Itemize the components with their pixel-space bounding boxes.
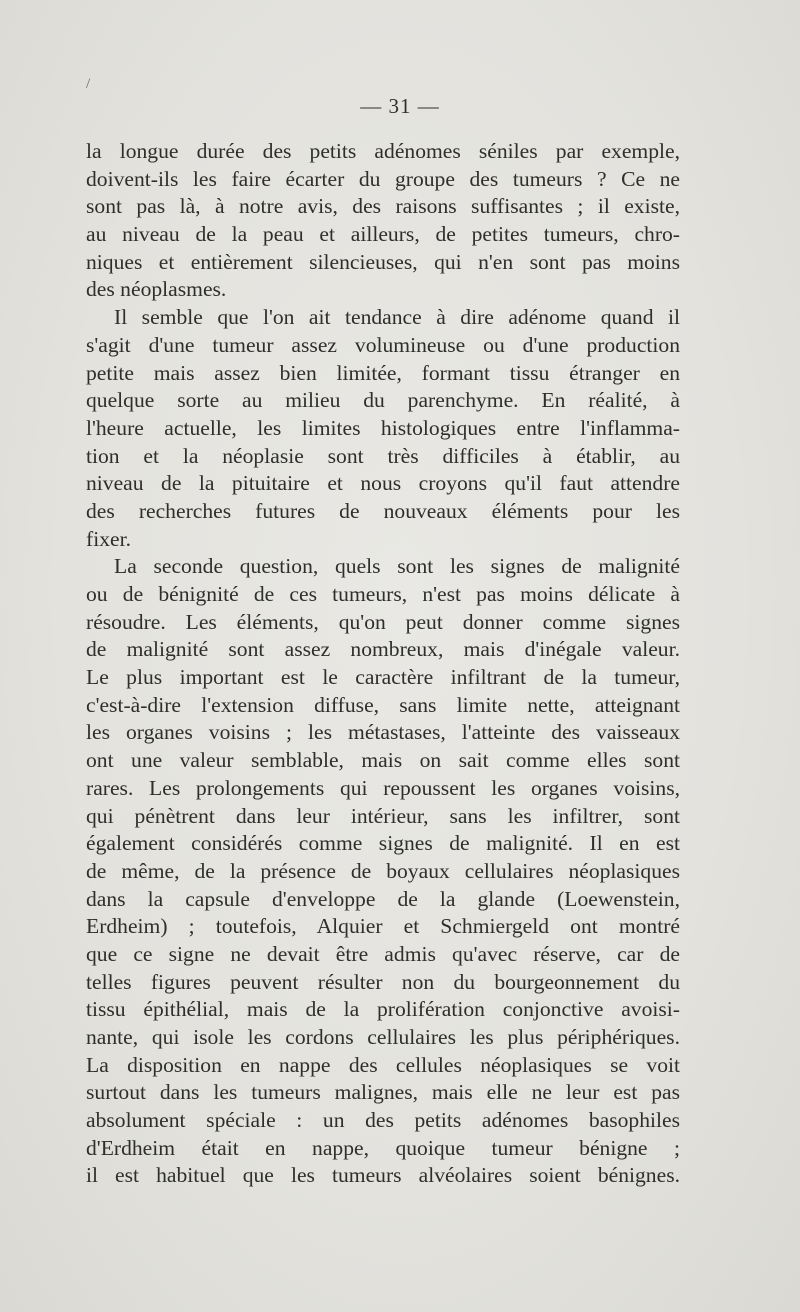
text-line: Le plus important est le caractère infiltrant de la tumeur,: [86, 665, 680, 690]
text-line: telles figures peuvent résulter non du bourgeonnement du: [86, 969, 680, 994]
text-line: ont une valeur semblable, mais on sait comme elles sont: [86, 748, 680, 773]
text-line: doivent-ils les faire écarter du groupe des tumeurs ? Ce ne: [86, 166, 680, 191]
page-number: — 31 —: [360, 94, 440, 118]
text-line: Erdheim) ; toutefois, Alquier et Schmiergeld ont montré: [86, 914, 680, 939]
text-line: qui pénètrent dans leur intérieur, sans les infiltrer, sont: [86, 803, 680, 828]
text-line: que ce signe ne devait être admis qu'avec réserve, car de: [86, 941, 680, 966]
stray-mark: /: [86, 76, 91, 92]
text-line: quelque sorte au milieu du parenchyme. En réalité, à: [86, 388, 680, 413]
text-line: également considérés comme signes de malignité. Il en est: [86, 831, 680, 856]
text-line: les organes voisins ; les métastases, l'atteinte des vaisseaux: [86, 720, 680, 745]
text-line: rares. Les prolongements qui repoussent les organes voisins,: [86, 775, 680, 800]
body-text: [86, 138, 680, 1190]
text-line: c'est-à-dire l'extension diffuse, sans limite nette, atteignant: [86, 692, 680, 717]
text-line: niques et entièrement silencieuses, qui n'en sont pas moins: [86, 249, 680, 274]
text-line: absolument spéciale : un des petits adénomes basophiles: [86, 1108, 680, 1133]
text-line: s'agit d'une tumeur assez volumineuse ou d'une production: [86, 332, 680, 357]
text-line: Il semble que l'on ait tendance à dire adénome quand il: [114, 305, 680, 330]
text-line: sont pas là, à notre avis, des raisons suffisantes ; il existe,: [86, 194, 680, 219]
text-line: ou de bénignité de ces tumeurs, n'est pas moins délicate à: [86, 582, 680, 606]
text-line: dans la capsule d'enveloppe de la glande (Loewenstein,: [86, 886, 680, 911]
text-line: des recherches futures de nouveaux éléments pour les: [86, 498, 680, 523]
text-line: au niveau de la peau et ailleurs, de petites tumeurs, chro-: [86, 222, 680, 247]
paragraph-2: [86, 304, 680, 553]
text-line: il est habituel que les tumeurs alvéolaires soient bénignes.: [86, 1163, 680, 1188]
text-line: de même, de la présence de boyaux cellulaires néoplasiques: [86, 858, 680, 883]
paragraph-1: [86, 138, 680, 304]
text-line: l'heure actuelle, les limites histologiques entre l'inflamma-: [86, 415, 680, 440]
text-line: tion et la néoplasie sont très difficiles à établir, au: [86, 443, 680, 468]
text-line: niveau de la pituitaire et nous croyons qu'il faut attendre: [86, 471, 680, 496]
text-line: petite mais assez bien limitée, formant tissu étranger en: [86, 360, 680, 385]
text-line: fixer.: [86, 526, 131, 551]
text-line: La disposition en nappe des cellules néoplasiques se voit: [86, 1052, 680, 1077]
paragraph-3: [86, 553, 680, 1190]
text-line: des néoplasmes.: [86, 277, 227, 302]
text-line: de malignité sont assez nombreux, mais d'inégale valeur.: [86, 637, 680, 662]
text-line: résoudre. Les éléments, qu'on peut donner comme signes: [86, 609, 680, 634]
text-line: La seconde question, quels sont les signes de malignité: [114, 554, 680, 579]
text-line: tissu épithélial, mais de la prolifération conjonctive avoisi-: [86, 997, 680, 1022]
text-line: nante, qui isole les cordons cellulaires les plus périphériques.: [86, 1025, 680, 1049]
text-line: d'Erdheim était en nappe, quoique tumeur bénigne ;: [86, 1135, 680, 1160]
text-line: surtout dans les tumeurs malignes, mais elle ne leur est pas: [86, 1080, 680, 1105]
text-line: la longue durée des petits adénomes séniles par exemple,: [86, 139, 680, 163]
